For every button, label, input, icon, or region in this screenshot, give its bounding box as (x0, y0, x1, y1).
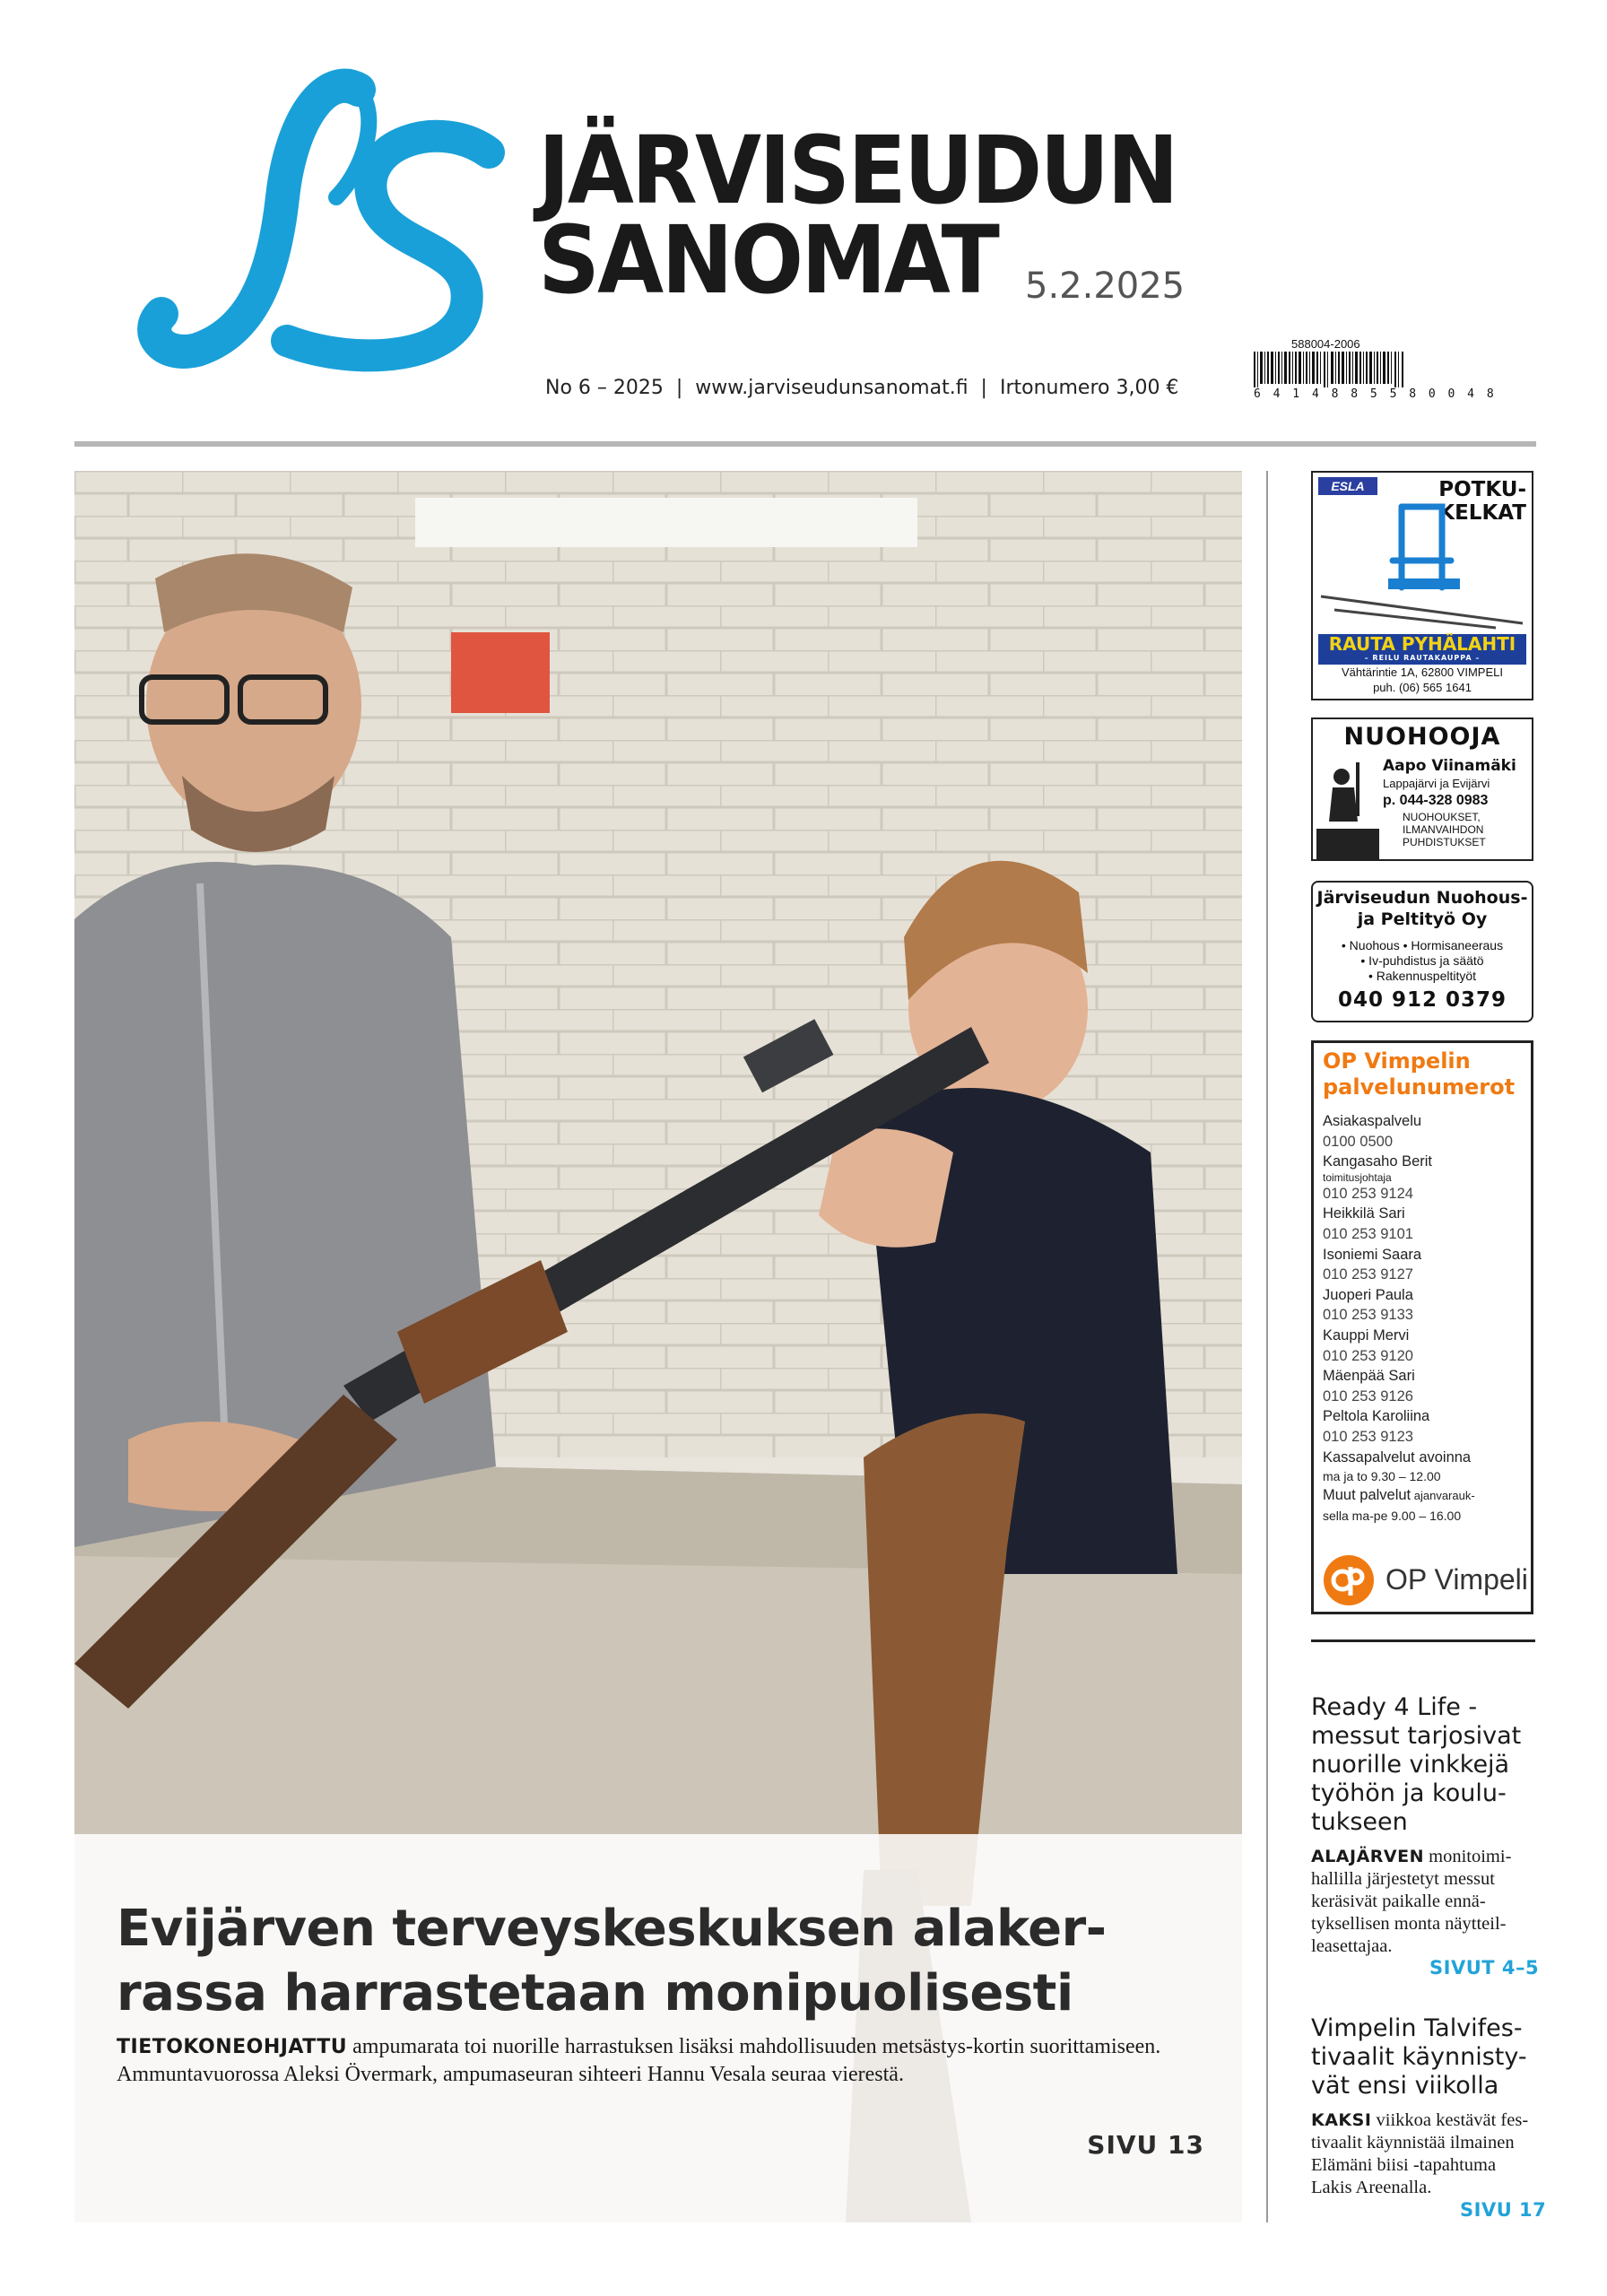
lede-kicker: TIETOKONEOHJATTU (117, 2036, 348, 2058)
issue-price: Irtonumero 3,00 € (999, 377, 1179, 399)
ad-nuohooja-name: Aapo Viinamäki (1383, 757, 1516, 775)
ad-nuohous-services (1313, 938, 1532, 984)
op-logo-text: OP Vimpeli (1385, 1563, 1528, 1596)
service-item: • Rakennuspeltityöt (1368, 969, 1477, 983)
op-row-role: toimitusjohtaja (1323, 1170, 1392, 1184)
teaser-1-headline[interactable]: Ready 4 Life -messut tarjosivat nuorille vinkkejä työhön ja koulu-tukseen (1311, 1693, 1522, 1836)
main-page-ref[interactable]: SIVU 13 (1087, 2130, 1204, 2160)
main-headline[interactable]: Evijärven terveyskeskuksen alaker-rassa harrastetaan monipuolisesti (117, 1900, 1107, 2022)
op-row-label: Isoniemi Saara (1323, 1246, 1422, 1263)
ad-esla-potkukelkat[interactable] (1311, 471, 1533, 700)
ad-nuohooja[interactable] (1311, 718, 1533, 861)
op-muut-label: Muut palvelut (1323, 1487, 1412, 1504)
service-item: NUOHOUKSET, (1403, 811, 1481, 823)
ad-op-vimpeli[interactable] (1311, 1040, 1533, 1614)
op-row-phone: 010 253 9124 (1323, 1185, 1413, 1202)
ad-nuohous-phone: 040 912 0379 (1337, 988, 1507, 1012)
lede-text: ampumarata toi nuorille harrastuksen lisäksi mahdollisuuden metsästys-kortin suorittamiseen. Ammuntavuorossa Aleksi Övermark, ampumaseuran sihteeri Hannu Vesala seuraa vierestä. (117, 2035, 1161, 2086)
op-row (1323, 1152, 1527, 1204)
teaser-1-kicker: ALAJÄRVEN (1311, 1847, 1425, 1866)
op-row-phone: 010 253 9126 (1323, 1387, 1413, 1405)
masthead-rule (74, 441, 1536, 447)
teaser-2-body (1311, 2109, 1535, 2199)
op-row-label: Kauppi Mervi (1323, 1326, 1410, 1344)
teaser-2-page-ref[interactable]: SIVU 17 (1460, 2199, 1547, 2221)
op-row-label: Juoperi Paula (1323, 1286, 1413, 1303)
main-photo (74, 471, 1242, 2222)
op-row (1323, 1326, 1527, 1366)
service-item: PUHDISTUKSET (1403, 836, 1486, 848)
op-row-phone: 010 253 9127 (1323, 1266, 1413, 1283)
ad-nuohous-title-line1: Järviseudun Nuohous- (1316, 888, 1528, 908)
main-lede (117, 2033, 1211, 2089)
barcode-top-text: 588004-2006 (1291, 337, 1360, 351)
esla-brand: ESLA (1318, 477, 1377, 495)
ad-nuohooja-title: NUOHOOJA (1343, 723, 1501, 751)
ad-op-title (1323, 1048, 1515, 1100)
op-row-phone: 0100 0500 (1323, 1133, 1393, 1150)
ad-jarviseudun-nuohous[interactable] (1311, 881, 1533, 1022)
barcode-number: 6 4 1 4 8 8 5 5 8 0 0 4 8 (1254, 387, 1497, 401)
op-kassa-label: Kassapalvelut avoinna (1323, 1448, 1472, 1465)
teaser-1-text: monitoimi-hallilla järjestetyt messut keräsivät paikalle ennä-tyksellisen monta näytteil-leasettajaa. (1311, 1847, 1512, 1956)
column-divider (1266, 471, 1268, 2222)
ad-esla-contact (1313, 665, 1532, 695)
teaser-1-body (1311, 1846, 1535, 1958)
issue-number: No 6 – 2025 (545, 377, 664, 399)
masthead-title-line1: JÄRVISEUDUN (538, 116, 1177, 225)
op-row-label: Peltola Karoliina (1323, 1408, 1430, 1425)
op-row-label: Heikkilä Sari (1323, 1205, 1405, 1222)
ad-op-contact-list (1323, 1111, 1527, 1525)
js-logo (135, 63, 529, 386)
op-row-phone: 010 253 9101 (1323, 1225, 1413, 1242)
op-row (1323, 1111, 1527, 1152)
ad-nuohooja-services (1403, 811, 1486, 848)
op-row-phone: 010 253 9123 (1323, 1428, 1413, 1445)
kicksled-icon (1316, 498, 1528, 632)
ad-esla-title-line1: POTKU- (1438, 478, 1526, 501)
ad-op-title-line2: palvelunumerot (1323, 1074, 1516, 1100)
sidebar-rule (1311, 1639, 1535, 1642)
op-row-phone: 010 253 9133 (1323, 1307, 1413, 1324)
teaser-2-text: viikkoa kestävät fes-tivaalit käynnistää ilmainen Elämäni biisi -tapahtuma Lakis Areenalla. (1311, 2110, 1529, 2197)
op-row (1323, 1204, 1527, 1244)
headline-panel (74, 1834, 1242, 2222)
teaser-1-page-ref[interactable]: SIVUT 4–5 (1429, 1957, 1540, 1979)
ad-esla-address: Vähtärintie 1A, 62800 VIMPELI (1342, 665, 1503, 679)
chimney-sweep-icon (1316, 759, 1379, 859)
barcode (1254, 352, 1406, 387)
teaser-2-kicker: KAKSI (1311, 2110, 1372, 2130)
issue-date: 5.2.2025 (1025, 265, 1186, 307)
ad-nuohous-title (1313, 887, 1532, 930)
ad-nuohous-title-line2: ja Peltityö Oy (1357, 909, 1488, 929)
op-kassa-hours: ma ja to 9.30 – 12.00 (1323, 1469, 1441, 1484)
op-logo-icon (1323, 1554, 1375, 1606)
service-item: • Iv-puhdistus ja säätö (1360, 953, 1484, 968)
ad-esla-store-tag: – REILU RAUTAKAUPPA – (1364, 654, 1481, 662)
op-logo (1323, 1554, 1529, 1605)
teaser-2-headline[interactable]: Vimpelin Talvifes-tivaalit käynnisty-vät ensi viikolla (1311, 2014, 1527, 2100)
op-row-label: Mäenpää Sari (1323, 1368, 1415, 1385)
op-muut-hours: sella ma-pe 9.00 – 16.00 (1323, 1508, 1462, 1523)
ad-esla-phone: puh. (06) 565 1641 (1373, 681, 1472, 694)
service-item: ILMANVAIHDON (1403, 823, 1484, 836)
op-row (1323, 1285, 1527, 1326)
website-link[interactable]: www.jarviseudunsanomat.fi (695, 377, 969, 399)
op-row (1323, 1406, 1527, 1447)
op-row (1323, 1245, 1527, 1285)
ad-esla-store: RAUTA PYHÄLAHTI (1328, 633, 1516, 655)
ad-nuohooja-phone: p. 044-328 0983 (1383, 793, 1489, 808)
service-item: • Nuohous • Hormisaneeraus (1341, 938, 1504, 952)
rauta-pyhalahti-banner (1318, 634, 1526, 665)
op-muut-suffix: ajanvarauk- (1411, 1489, 1475, 1503)
op-row-label: Kangasaho Berit (1323, 1153, 1433, 1170)
op-row-phone: 010 253 9120 (1323, 1347, 1413, 1364)
op-row-label: Asiakaspalvelu (1323, 1113, 1422, 1129)
masthead-title-line2: SANOMAT (538, 205, 998, 315)
ad-nuohooja-area: Lappajärvi ja Evijärvi (1383, 777, 1490, 790)
masthead-info-line: No 6 – 2025 | www.jarviseudunsanomat.fi | Irtonumero 3,00 € (545, 377, 1179, 399)
op-row (1323, 1366, 1527, 1406)
ad-op-title-line1: OP Vimpelin (1323, 1048, 1471, 1074)
ad-esla-title-line2: KELKAT (1438, 501, 1526, 525)
